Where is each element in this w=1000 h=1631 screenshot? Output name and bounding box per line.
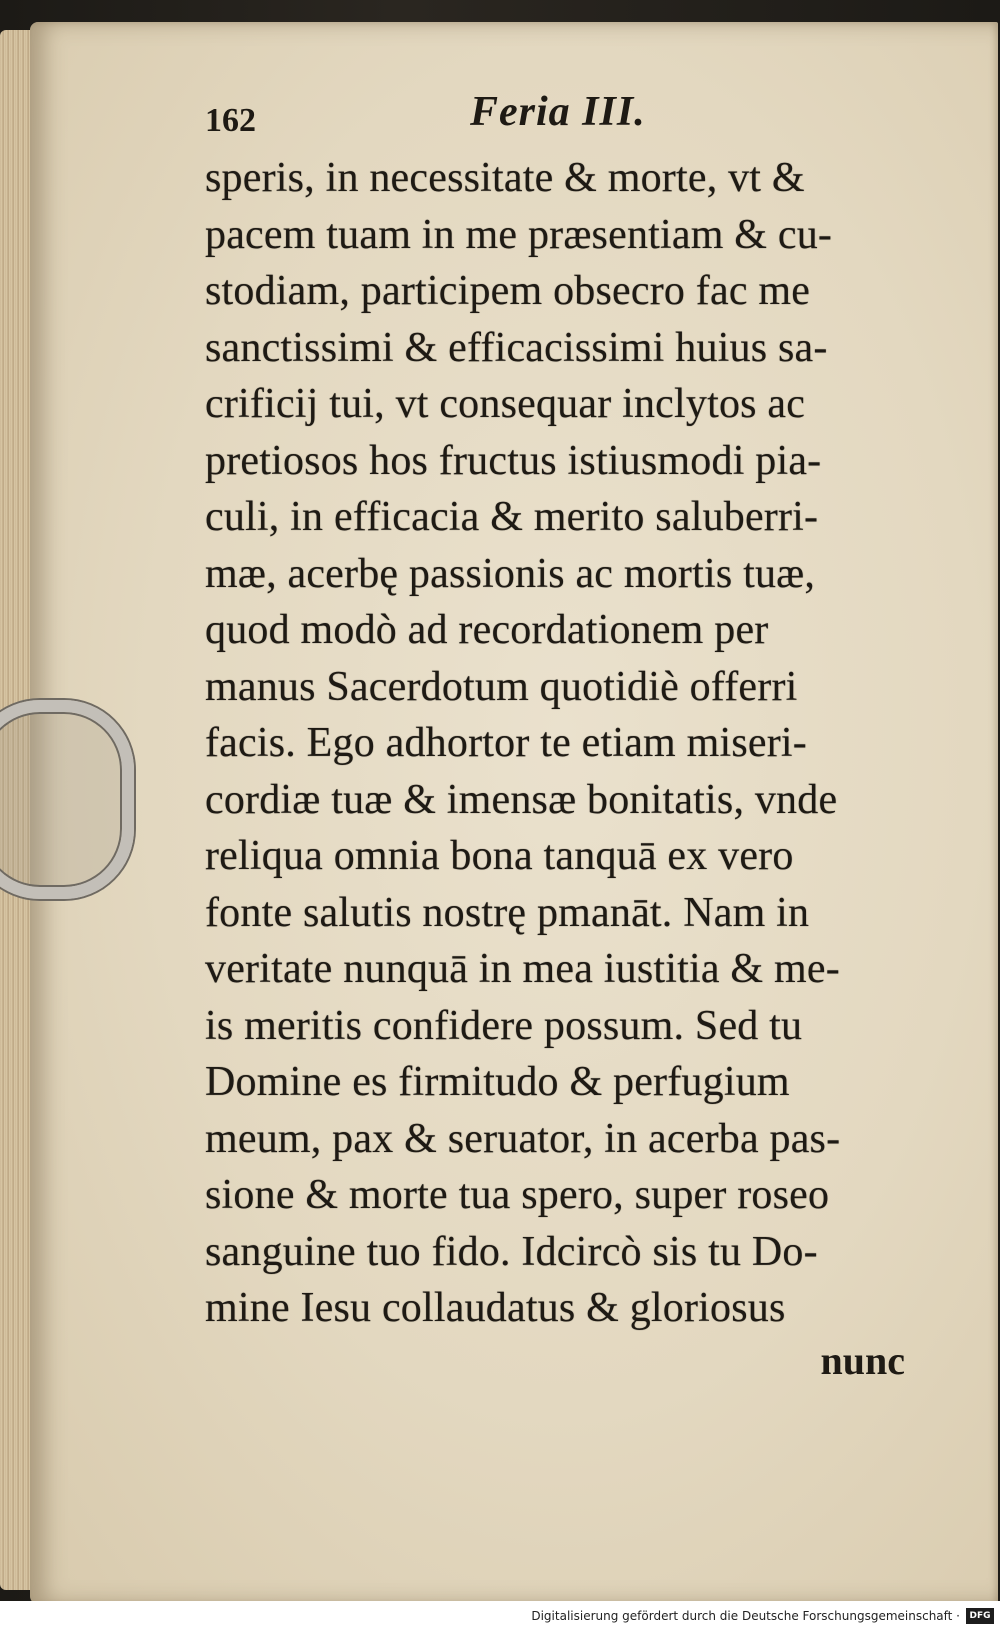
text-line: mine Iesu collaudatus & gloriosus	[205, 1285, 786, 1331]
text-line: culi, in efficacia & merito saluberri-	[205, 494, 819, 540]
text-line: sanctissimi & efficacissimi huius sa-	[205, 324, 828, 371]
text-line: quod modò ad recordationem per	[205, 607, 769, 653]
credit-text: Digitalisierung gefördert durch die Deutsche Forschungsgemeinschaft ·	[531, 1609, 960, 1623]
text-line: sanguine tuo fido. Idcircò sis tu Do-	[205, 1228, 818, 1275]
text-line: mæ, acerbę passionis ac mortis tuæ,	[205, 550, 816, 597]
book-clasp	[0, 700, 134, 899]
catchword: nunc	[820, 1337, 905, 1383]
text-block	[205, 150, 945, 1337]
text-line: Domine es firmitudo & perfugium	[205, 1059, 790, 1105]
text-line: pretiosos hos fructus istiusmodi pia-	[205, 437, 822, 484]
text-line: fonte salutis nostrę pmanāt. Nam in	[205, 889, 810, 936]
running-head	[205, 80, 945, 140]
digitization-credit	[0, 1601, 1000, 1631]
text-line: veritate nunquā in mea iustitia & me-	[205, 946, 840, 992]
text-line: facis. Ego adhortor te etiam miseri-	[205, 720, 807, 766]
dfg-logo: DFG	[966, 1608, 994, 1624]
text-line: pacem tuam in me præsentiam & cu-	[205, 211, 833, 258]
catchword-row	[205, 1337, 905, 1384]
text-line: crificij tui, vt consequar inclytos ac	[205, 381, 806, 427]
text-line: is meritis confidere possum. Sed tu	[205, 1002, 803, 1049]
text-line: stodiam, participem obsecro fac me	[205, 268, 811, 314]
text-line: manus Sacerdotum quotidiè offerri	[205, 663, 798, 710]
print-area	[205, 80, 945, 1384]
text-line: meum, pax & seruator, in acerba pas-	[205, 1115, 841, 1162]
running-title: Feria III.	[470, 89, 646, 135]
text-line: cordiæ tuæ & imensæ bonitatis, vnde	[205, 776, 838, 823]
text-line: sione & morte tua spero, super roseo	[205, 1172, 830, 1218]
text-line: speris, in necessitate & morte, vt &	[205, 155, 805, 201]
text-line: reliqua omnia bona tanquā ex vero	[205, 833, 794, 879]
page-number: 162	[205, 102, 256, 139]
